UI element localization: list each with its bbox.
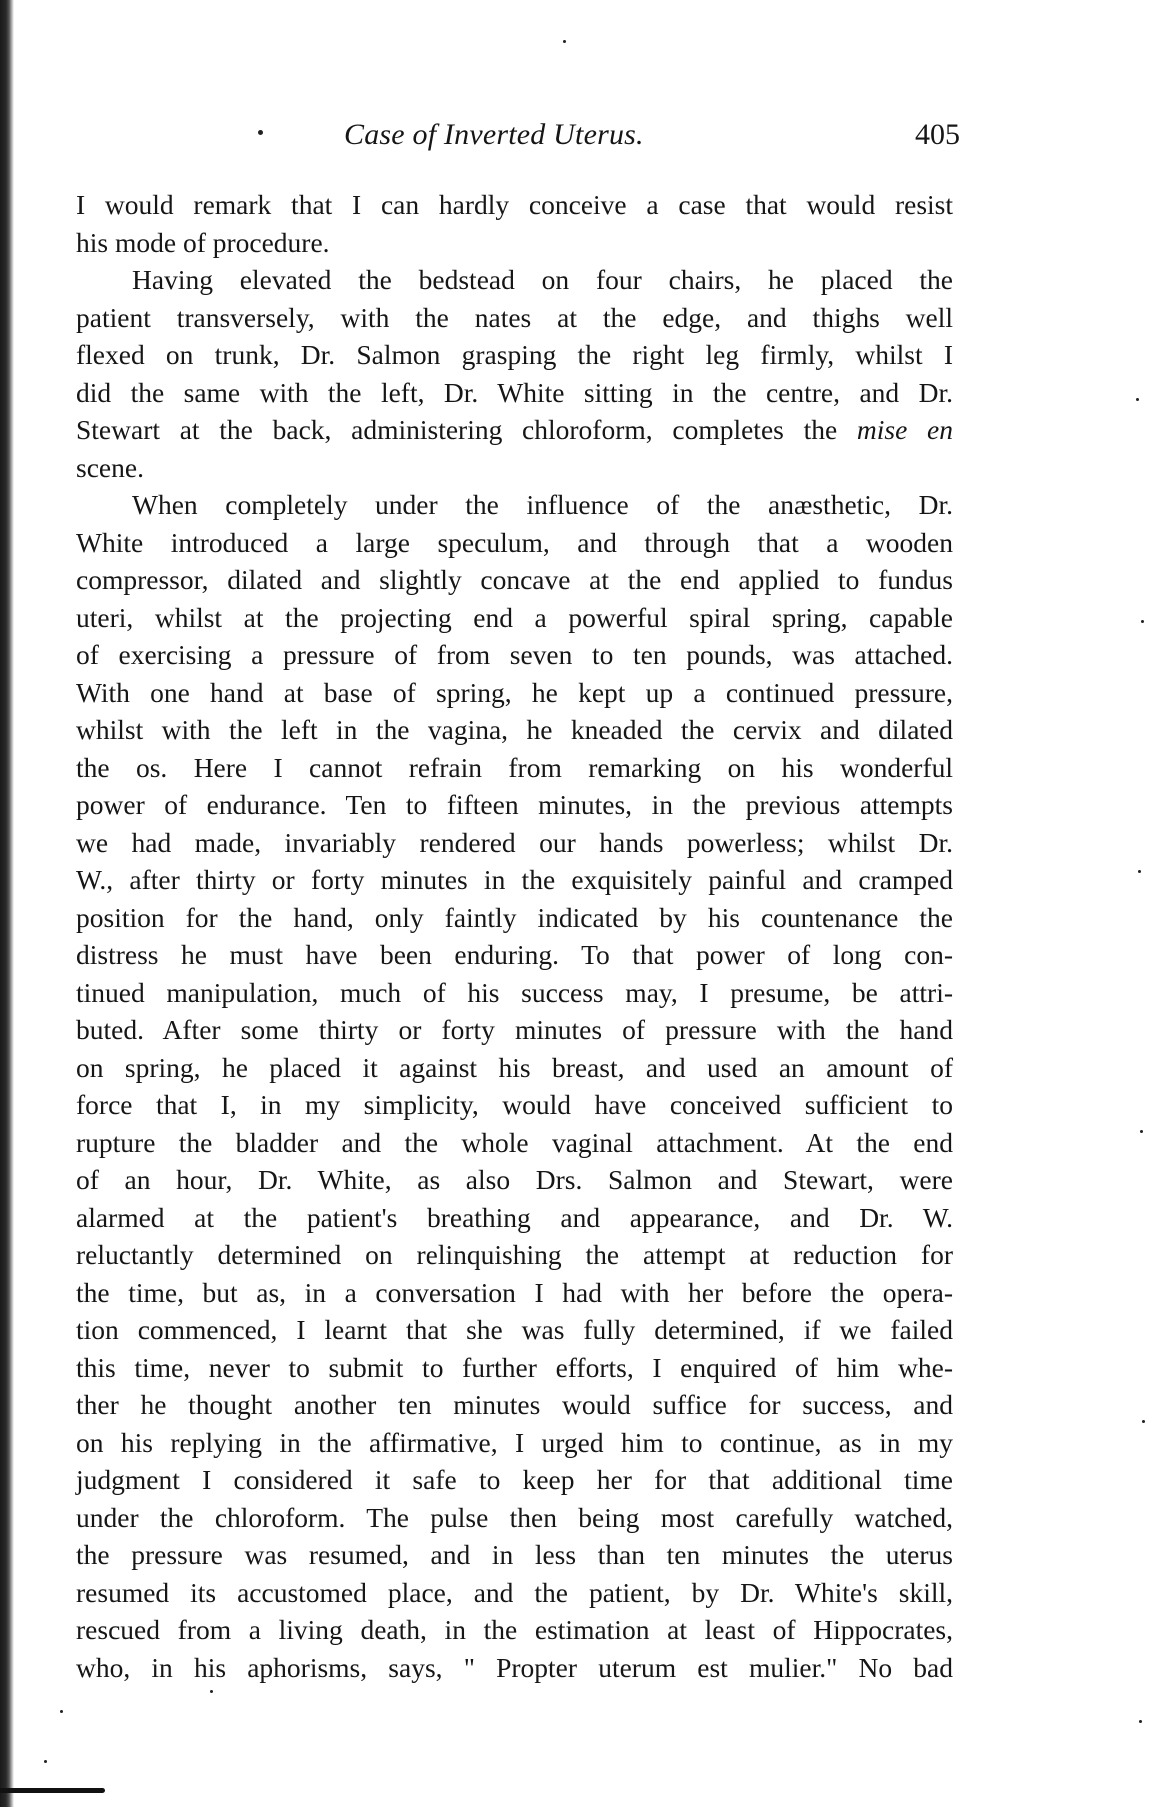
text-line: With one hand at base of spring, he kept up a continued pressure, <box>76 676 953 708</box>
running-header <box>258 118 960 154</box>
text-line: the pressure was resumed, and in less than ten minutes the uterus <box>76 1539 953 1570</box>
text-line: did the same with the left, Dr. White sitting in the centre, and Dr. <box>76 376 953 408</box>
print-speck <box>1136 398 1139 401</box>
print-speck <box>44 1760 47 1763</box>
print-speck <box>60 1710 63 1713</box>
text-line: reluctantly determined on relinquishing the attempt at reduction for <box>76 1239 953 1270</box>
text-line: When completely under the influence of the anæsthetic, Dr. <box>132 489 953 520</box>
text-line <box>76 411 953 449</box>
print-speck <box>1141 620 1144 623</box>
header-bullet <box>258 130 263 135</box>
text-line: of an hour, Dr. White, as also Drs. Salmon and Stewart, were <box>76 1164 953 1195</box>
text-line: compressor, dilated and slightly concave at the end applied to fundus <box>76 564 953 595</box>
text-line: Having elevated the bedstead on four chairs, he placed the <box>132 264 953 295</box>
text-line: flexed on trunk, Dr. Salmon grasping the right leg firmly, whilst I <box>76 339 953 370</box>
text-line: force that I, in my simplicity, would have conceived sufficient to <box>76 1089 953 1120</box>
text-line: power of endurance. Ten to fifteen minutes, in the previous attempts <box>76 789 953 820</box>
text-line: who, in his aphorisms, says, " Propter uterum est mulier." No bad <box>76 1651 953 1683</box>
text-line: the time, but as, in a conversation I had with her before the opera- <box>76 1276 953 1308</box>
text-line: on his replying in the affirmative, I urged him to continue, as in my <box>76 1426 953 1458</box>
print-speck <box>1139 1720 1142 1723</box>
print-speck <box>1138 870 1141 873</box>
binding-bottom-mark <box>0 1788 105 1793</box>
text-line: of exercising a pressure of from seven to ten pounds, was attached. <box>76 639 953 670</box>
text-line: patient transversely, with the nates at the edge, and thighs well <box>76 301 953 333</box>
page-number: 405 <box>915 118 960 151</box>
page-body <box>76 186 953 1686</box>
text-line: distress he must have been enduring. To that power of long con- <box>76 939 953 970</box>
text-line: buted. After some thirty or forty minutes of pressure with the hand <box>76 1014 953 1045</box>
text-line: under the chloroform. The pulse then being most carefully watched, <box>76 1501 953 1533</box>
text-line: whilst with the left in the vagina, he kneaded the cervix and dilated <box>76 714 953 745</box>
text-line: uteri, whilst at the projecting end a powerful spiral spring, capable <box>76 601 953 633</box>
text-line: on spring, he placed it against his breast, and used an amount of <box>76 1051 953 1083</box>
print-speck <box>1142 1420 1145 1423</box>
print-speck <box>210 1690 213 1693</box>
text-line: ther he thought another ten minutes would suffice for success, and <box>76 1389 953 1420</box>
text-line: White introduced a large speculum, and through that a wooden <box>76 526 953 558</box>
text-line: judgment I considered it safe to keep her for that additional time <box>76 1464 953 1495</box>
text-run: Stewart at the back, administering chloroform, completes the <box>76 414 838 445</box>
text-line: this time, never to submit to further efforts, I enquired of him whe- <box>76 1351 953 1383</box>
text-line: I would remark that I can hardly conceive a case that would resist <box>76 189 953 220</box>
text-line: rupture the bladder and the whole vaginal attachment. At the end <box>76 1126 953 1158</box>
print-speck <box>563 40 566 43</box>
text-line: resumed its accustomed place, and the patient, by Dr. White's skill, <box>76 1576 953 1608</box>
text-line: his mode of procedure. <box>76 226 330 258</box>
text-line: scene. <box>76 451 144 483</box>
text-line: position for the hand, only faintly indicated by his countenance the <box>76 901 953 933</box>
page-binding-edge <box>0 0 14 1807</box>
text-line: tion commenced, I learnt that she was fully determined, if we failed <box>76 1314 953 1345</box>
text-line: alarmed at the patient's breathing and appearance, and Dr. W. <box>76 1201 953 1233</box>
italic-phrase: mise en <box>856 414 953 445</box>
print-speck <box>1140 1130 1143 1133</box>
text-line: tinued manipulation, much of his success may, I presume, be attri- <box>76 976 953 1008</box>
text-line: rescued from a living death, in the estimation at least of Hippocrates, <box>76 1614 953 1645</box>
text-line: W., after thirty or forty minutes in the exquisitely painful and cramped <box>76 864 953 895</box>
running-title: Case of Inverted Uterus. <box>344 118 644 151</box>
text-line: we had made, invariably rendered our hands powerless; whilst Dr. <box>76 826 953 858</box>
text-line: the os. Here I cannot refrain from remarking on his wonderful <box>76 751 953 783</box>
